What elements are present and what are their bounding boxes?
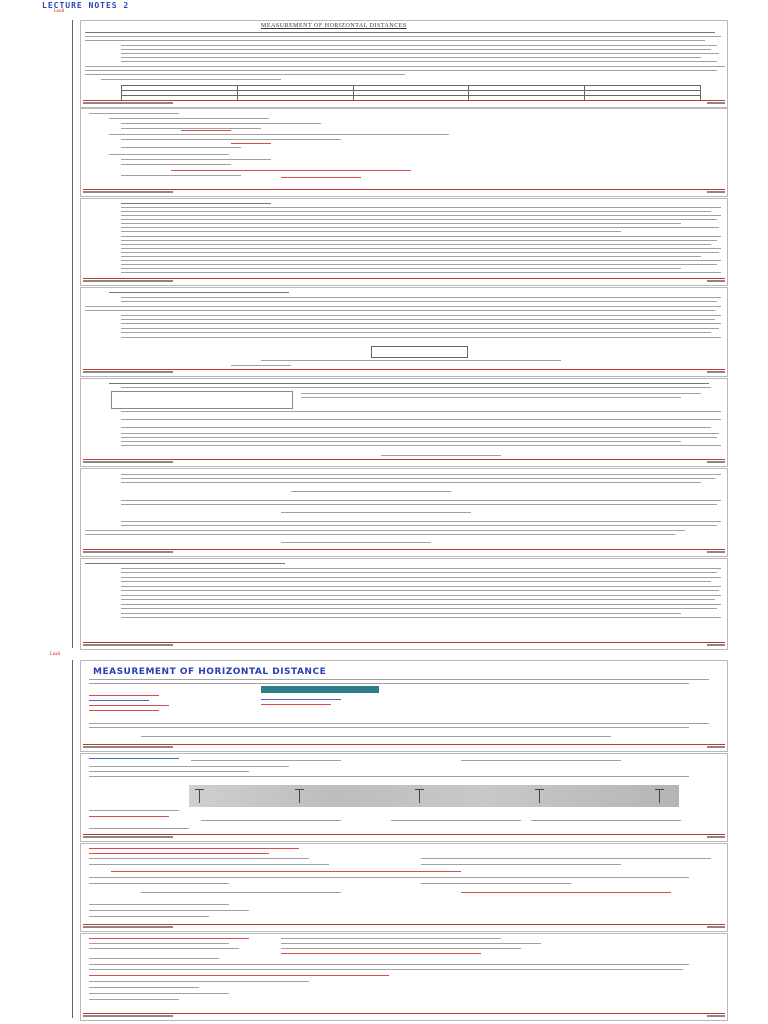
text-line: [121, 521, 721, 522]
text-line: [281, 177, 361, 178]
text-line: [121, 207, 721, 208]
text-line: [121, 223, 681, 224]
text-line: [121, 272, 721, 273]
text-line: [89, 700, 149, 701]
text-line: [109, 134, 449, 135]
document-header-title: LECTURE NOTES 2: [42, 1, 130, 10]
text-line: [121, 337, 721, 338]
page-footer: [83, 744, 725, 750]
text-line: [89, 810, 179, 811]
left-margin-rule: [72, 660, 73, 1018]
diagram-line: [171, 170, 411, 171]
text-line: [89, 848, 299, 849]
text-line: [121, 474, 721, 475]
text-line: [281, 542, 431, 543]
page-footer: [83, 189, 725, 195]
text-line: [121, 387, 711, 388]
brand-name: Leali: [50, 652, 61, 657]
text-line: [89, 771, 249, 772]
text-line: [121, 604, 721, 605]
text-line: [421, 883, 571, 884]
text-line: [89, 958, 219, 959]
text-line: [89, 776, 689, 777]
page-footer: [83, 369, 725, 375]
ranging-pole: [199, 789, 200, 803]
text-line: [89, 993, 229, 994]
page-title: MEASUREMENT OF HORIZONTAL DISTANCES: [261, 23, 407, 29]
text-line: [121, 123, 321, 124]
page-footer: [83, 834, 725, 840]
text-line: [85, 66, 725, 67]
text-line: [261, 699, 341, 700]
page-thumbnail-6[interactable]: [80, 468, 728, 557]
text-line: [421, 864, 621, 865]
text-line: [85, 530, 685, 531]
ranging-pole: [539, 789, 540, 803]
page-footer: [83, 278, 725, 284]
page-footer: [83, 549, 725, 555]
diagram-line: [141, 736, 611, 737]
brand-logo-top: [54, 9, 64, 14]
text-line: [121, 437, 717, 438]
text-line: [281, 938, 501, 939]
text-line: [121, 577, 721, 578]
text-line: [121, 215, 721, 216]
text-line: [89, 910, 249, 911]
text-line: [89, 679, 709, 680]
text-line: [121, 595, 721, 596]
text-line: [291, 491, 451, 492]
text-line: [191, 760, 341, 761]
text-line: [121, 236, 721, 237]
text-line: [121, 175, 241, 176]
text-line: [89, 766, 289, 767]
text-line: [89, 877, 689, 878]
text-line: [121, 411, 721, 412]
page-banner-title: MEASUREMENT OF HORIZONTAL DISTANCE: [93, 667, 327, 677]
text-line: [121, 427, 711, 428]
text-line: [89, 943, 229, 944]
text-line: [89, 904, 229, 905]
data-table: [121, 85, 701, 101]
text-line: [121, 244, 711, 245]
text-line: [281, 948, 521, 949]
text-line: [121, 433, 719, 434]
text-line: [89, 969, 683, 970]
text-line: [121, 525, 717, 526]
text-line: [121, 164, 231, 165]
text-line: [121, 203, 271, 204]
text-line: [121, 248, 721, 249]
page-thumbnail-5[interactable]: [80, 378, 728, 467]
text-line: [531, 820, 681, 821]
text-line: [109, 383, 709, 384]
text-line: [85, 70, 717, 71]
survey-photo: [189, 785, 679, 807]
text-line: [89, 948, 239, 949]
page-thumbnail-9[interactable]: [80, 753, 728, 842]
page-thumbnail-4[interactable]: [80, 287, 728, 377]
left-margin-rule: [72, 20, 73, 648]
text-line: [89, 683, 689, 684]
diagram-line: [141, 892, 341, 893]
diagram-line: [281, 512, 471, 513]
text-line: [85, 32, 715, 33]
page-thumbnail-3[interactable]: [80, 198, 728, 286]
diagram-line: [461, 892, 671, 893]
text-line: [89, 816, 169, 817]
text-line: [121, 256, 701, 257]
text-line: [121, 445, 721, 446]
text-line: [301, 393, 701, 394]
text-line: [301, 397, 681, 398]
text-line: [89, 695, 159, 696]
text-line: [85, 40, 705, 41]
text-line: [89, 864, 329, 865]
text-line: [181, 130, 231, 131]
text-line: [89, 999, 179, 1000]
text-line: [121, 504, 717, 505]
text-line: [121, 581, 711, 582]
text-line: [121, 586, 721, 587]
text-line: [261, 360, 561, 361]
text-line: [109, 292, 289, 293]
ranging-pole: [659, 789, 660, 803]
page-thumbnail-7[interactable]: [80, 558, 728, 650]
ranging-pole: [419, 789, 420, 803]
text-line: [121, 478, 715, 479]
text-line: [121, 227, 719, 228]
text-line: [121, 572, 717, 573]
page-thumbnail-8[interactable]: [80, 660, 728, 752]
text-line: [121, 219, 717, 220]
text-line: [121, 328, 719, 329]
text-line: [121, 608, 717, 609]
text-line: [121, 419, 721, 420]
text-line: [121, 264, 717, 265]
text-line: [89, 858, 309, 859]
text-line: [121, 301, 717, 302]
text-line: [89, 710, 159, 711]
text-line: [121, 252, 719, 253]
equation-box: [371, 346, 468, 358]
text-line: [121, 49, 711, 50]
text-line: [89, 113, 179, 114]
page-footer: [83, 924, 725, 930]
text-line: [121, 139, 341, 140]
text-line: [121, 332, 711, 333]
page-thumbnail-10[interactable]: [80, 843, 728, 932]
page-footer: [83, 642, 725, 648]
text-line: [89, 975, 389, 976]
text-line: [121, 315, 721, 316]
brand-logo-bottom: [50, 652, 60, 657]
page-thumbnail-2[interactable]: [80, 108, 728, 197]
page-footer: [83, 100, 725, 106]
text-line: [121, 53, 719, 54]
text-line: [89, 853, 269, 854]
text-line: [101, 79, 281, 80]
text-line: [461, 760, 621, 761]
text-line: [89, 758, 179, 759]
text-line: [121, 319, 715, 320]
text-line: [421, 858, 711, 859]
page-footer: [83, 459, 725, 465]
text-line: [85, 534, 675, 535]
text-line: [121, 61, 717, 62]
text-line: [89, 828, 189, 829]
text-line: [111, 871, 461, 872]
text-line: [201, 820, 341, 821]
text-line: [121, 231, 621, 232]
text-line: [281, 943, 541, 944]
text-line: [121, 613, 681, 614]
text-line: [89, 981, 309, 982]
highlight-bar: [261, 686, 379, 693]
text-line: [231, 365, 291, 366]
text-line: [89, 987, 199, 988]
text-line: [85, 306, 721, 307]
ranging-pole: [299, 789, 300, 803]
text-line: [121, 297, 721, 298]
text-line: [391, 820, 521, 821]
text-line: [281, 953, 481, 954]
text-line: [89, 883, 229, 884]
text-line: [85, 563, 285, 564]
text-line: [121, 260, 721, 261]
text-line: [121, 482, 701, 483]
text-line: [121, 590, 719, 591]
text-line: [89, 916, 209, 917]
text-line: [85, 310, 715, 311]
text-line: [89, 727, 689, 728]
page-thumbnail-1[interactable]: [80, 20, 728, 108]
text-line: [121, 240, 717, 241]
text-line: [121, 268, 681, 269]
text-line: [85, 74, 405, 75]
text-line: [121, 568, 721, 569]
text-line: [89, 723, 709, 724]
text-line: [109, 154, 229, 155]
text-line: [89, 938, 249, 939]
text-line: [121, 617, 721, 618]
text-line: [261, 704, 331, 705]
text-line: [381, 455, 501, 456]
text-line: [89, 705, 169, 706]
text-line: [109, 118, 269, 119]
diagram-figure: [111, 391, 293, 409]
text-line: [121, 45, 717, 46]
brand-name: Leali: [54, 9, 65, 14]
text-line: [121, 441, 681, 442]
text-line: [121, 159, 271, 160]
text-line: [121, 323, 721, 324]
text-line: [121, 147, 241, 148]
text-line: [121, 211, 711, 212]
text-line: [121, 57, 701, 58]
text-line: [121, 599, 715, 600]
text-line: [89, 964, 689, 965]
text-line: [121, 500, 721, 501]
page-thumbnail-11[interactable]: [80, 933, 728, 1021]
page-footer: [83, 1013, 725, 1019]
text-line: [231, 143, 271, 144]
text-line: [85, 36, 721, 37]
